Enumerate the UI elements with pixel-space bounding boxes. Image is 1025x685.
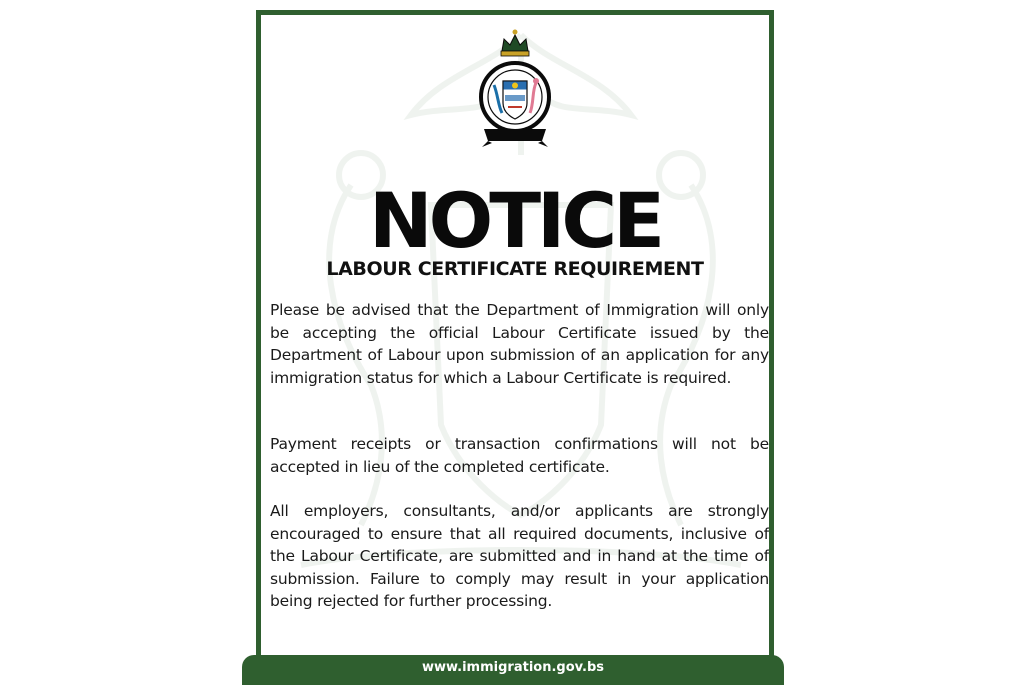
notice-paragraph-3: All employers, consultants, and/or applicants are strongly encouraged to ensure that all required documents, inclusive of the Labour Certificate, are submitted and in hand at the time of submission. Failure to comply may result in your application being rejected for further processing.	[270, 502, 769, 610]
notice-title: NOTICE	[368, 176, 662, 265]
website-link[interactable]: www.immigration.gov.bs	[421, 660, 605, 675]
notice-frame	[256, 10, 774, 660]
notice-subtitle: LABOUR CERTIFICATE REQUIREMENT	[326, 258, 704, 280]
footer-bar	[242, 655, 784, 685]
notice-paragraph-1: Please be advised that the Department of Immigration will only be accepting the official Labour Certificate issued by the Department of Labour upon submission of an application for any immigration status for which a Labour Certificate is required.	[270, 301, 769, 387]
bahamas-immigration-seal	[474, 25, 556, 155]
notice-paragraph-2: Payment receipts or transaction confirmations will not be accepted in lieu of the completed certificate.	[270, 435, 769, 476]
